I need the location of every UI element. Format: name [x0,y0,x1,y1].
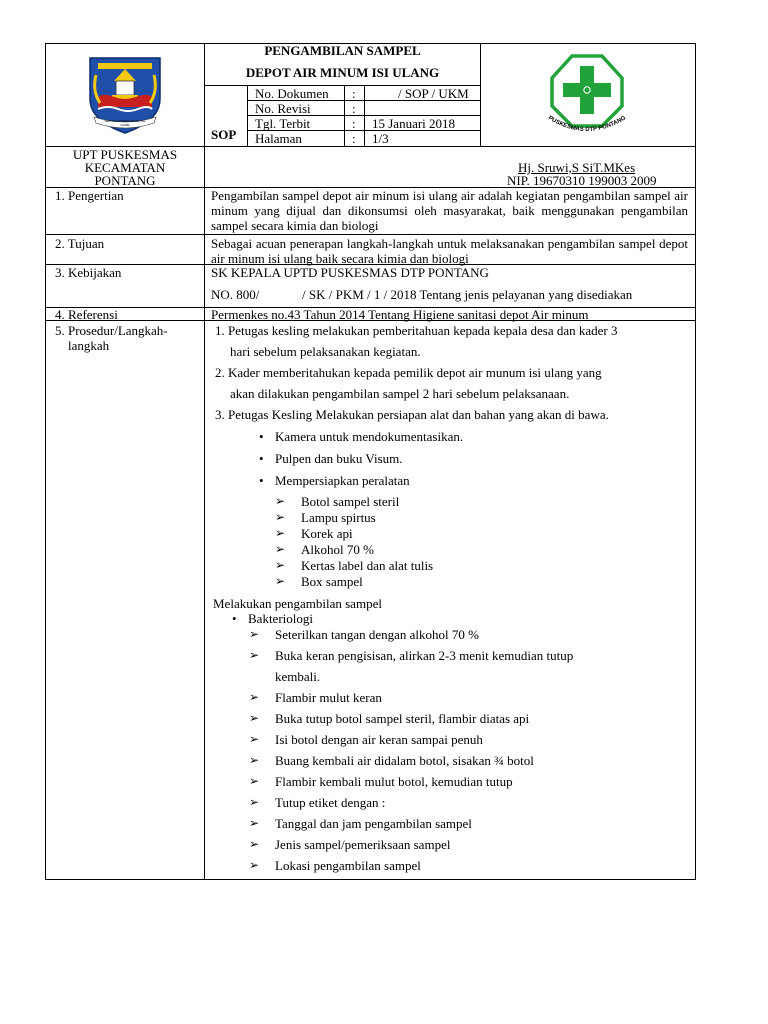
logo-motto: SEPI ING PAMRIH RAME ING GAWE [104,119,146,127]
sampling-title: Melakukan pengambilan sampel [213,596,382,611]
section-label-kebijakan: 3. Kebijakan [55,265,122,280]
step-2: 2. Kader memberitahukan kepada pemilik depot air munum isi ulang yang [215,365,602,380]
list-item: • Bakteriologi [248,611,313,626]
list-item: ➢ Korek api [301,526,353,541]
list-item: ➢ Lampu spirtus [301,510,376,525]
list-item: ➢ Flambir mulut keran [275,690,382,705]
field-colon: : [352,131,356,146]
list-item: ➢ Jenis sampel/pemeriksaan sampel [275,837,450,852]
list-item: • Kamera untuk mendokumentasikan. [275,429,463,444]
field-value-halaman: 1/3 [372,131,389,146]
doc-title-line2: DEPOT AIR MINUM ISI ULANG [245,65,440,80]
puskesmas-logo [532,50,642,142]
step-1: 1. Petugas kesling melakukan pemberitahuan kepada kepala desa dan kader 3 [215,323,618,338]
list-item: ➢ Tanggal dan jam pengambilan sampel [275,816,472,831]
org-line1: UPT PUSKESMAS [72,147,178,162]
list-item: ➢ Lokasi pengambilan sampel [275,858,421,873]
org-line2: KECAMATAN [84,160,166,175]
list-item: ➢ Buang kembali air didalam botol, sisakan ¾ botol [275,753,534,768]
list-item: • Pulpen dan buku Visum. [275,451,403,466]
field-value-tgl-terbit: 15 Januari 2018 [372,116,456,131]
kabupaten-logo [84,55,166,135]
field-label-no-dokumen: No. Dokumen [255,86,329,101]
list-item: ➢ Flambir kembali mulut botol, kemudian tutup [275,774,513,789]
field-value-no-dokumen: / SOP / UKM [398,86,469,101]
kebijakan-line2-rest: / SK / PKM / 1 / 2018 Tentang jenis pelayanan yang disediakan [302,287,633,302]
field-label-halaman: Halaman [255,131,302,146]
kebijakan-line1: SK KEPALA UPTD PUSKESMAS DTP PONTANG [211,265,489,280]
list-item: ➢ Alkohol 70 % [301,542,374,557]
step-3: 3. Petugas Kesling Melakukan persiapan alat dan bahan yang akan di bawa. [215,407,609,422]
list-item: ➢ Isi botol dengan air keran sampai penuh [275,732,483,747]
section-label-tujuan: 2. Tujuan [55,236,105,251]
svg-text:PUSKESMAS DTP PONTANG: PUSKESMAS DTP PONTANG [546,115,628,134]
list-item: ➢ Box sampel [301,574,363,589]
list-item: ➢ Tutup etiket dengan : [275,795,385,810]
sop-label: SOP [211,127,237,142]
section-label-prosedur-cont: langkah [68,338,110,353]
list-item: • Mempersiapkan peralatan [275,473,410,488]
step-1-cont: hari sebelum pelaksanakan kegiatan. [230,344,421,359]
pengertian-text: Pengambilan sampel depot air minum isi ulang air adalah kegiatan pengambilan sampel air minum yang dijual dan dikonsumsi oleh masyarakat, baik menggunakan pengambilan sampel secara kimia dan biologi [211,188,688,233]
list-item: ➢ Seterilkan tangan dengan alkohol 70 % [275,627,479,642]
field-label-no-revisi: No. Revisi [255,101,311,116]
doc-title-line1: PENGAMBILAN SAMPEL [264,43,421,58]
list-item: ➢ Kertas label dan alat tulis [301,558,433,573]
signer-name: Hj. Sruwi,S SiT.MKes [518,160,636,175]
field-label-tgl-terbit: Tgl. Terbit [255,116,311,131]
list-item: ➢ Buka tutup botol sampel steril, flambir diatas api [275,711,529,726]
section-label-pengertian: 1. Pengertian [55,188,124,203]
section-label-prosedur: 5. Prosedur/Langkah- [55,323,168,338]
signer-nip: NIP. 19670310 199003 2009 [507,173,657,188]
step-2-cont: akan dilakukan pengambilan sampel 2 hari sebelum pelaksanaan. [230,386,570,401]
list-item: ➢ Botol sampel steril [301,494,399,509]
referensi-text: Permenkes no.43 Tahun 2014 Tentang Higiene sanitasi depot Air minum [211,307,589,322]
list-item: ➢ Buka keran pengisisan, alirkan 2-3 menit kemudian tutup [275,648,573,663]
list-item-cont: kembali. [275,669,321,684]
section-label-referensi: 4. Referensi [55,307,118,322]
field-colon: : [352,101,356,116]
field-colon: : [352,86,356,101]
field-colon: : [352,116,356,131]
kebijakan-line2-prefix: NO. 800/ [211,287,260,302]
tujuan-text: Sebagai acuan penerapan langkah-langkah untuk melaksanakan pengambilan sampel depot air minum isi ulang baik secara kimia dan biologi [211,236,688,266]
org-line3: PONTANG [94,173,156,188]
